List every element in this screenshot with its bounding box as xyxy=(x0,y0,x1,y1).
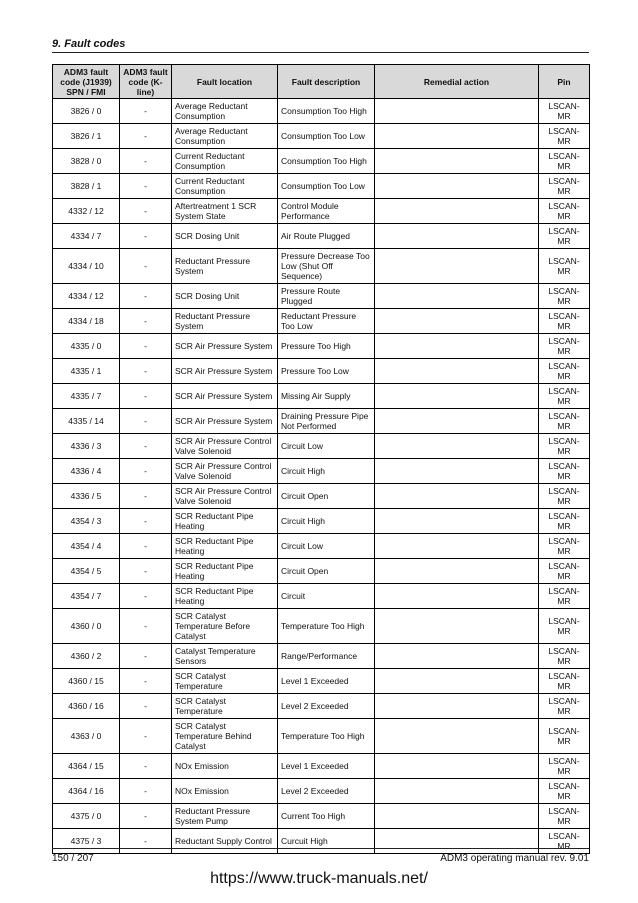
cell-pin: LSCAN-MR xyxy=(539,694,590,719)
cell-fault-description: Level 2 Exceeded xyxy=(278,779,375,804)
cell-kline: - xyxy=(120,584,172,609)
cell-fault-description: Missing Air Supply xyxy=(278,384,375,409)
cell-kline: - xyxy=(120,249,172,284)
table-row xyxy=(53,434,590,459)
cell-remedial-action xyxy=(375,779,539,804)
cell-pin: LSCAN-MR xyxy=(539,459,590,484)
cell-pin: LSCAN-MR xyxy=(539,584,590,609)
cell-spn: 4375 / 0 xyxy=(53,804,120,829)
cell-remedial-action xyxy=(375,509,539,534)
cell-fault-location: SCR Catalyst Temperature xyxy=(172,669,278,694)
cell-fault-description: Temperature Too High xyxy=(278,719,375,754)
cell-pin: LSCAN-MR xyxy=(539,609,590,644)
cell-spn: 3826 / 0 xyxy=(53,99,120,124)
cell-fault-location: Reductant Pressure System xyxy=(172,309,278,334)
column-header-spn: ADM3 fault code (J1939) SPN / FMI xyxy=(53,65,120,99)
cell-pin: LSCAN-MR xyxy=(539,669,590,694)
cell-kline: - xyxy=(120,384,172,409)
table-row xyxy=(53,149,590,174)
cell-pin: LSCAN-MR xyxy=(539,434,590,459)
cell-pin: LSCAN-MR xyxy=(539,779,590,804)
column-header-fault-location: Fault location xyxy=(172,65,278,99)
cell-pin: LSCAN-MR xyxy=(539,509,590,534)
cell-fault-description: Level 1 Exceeded xyxy=(278,754,375,779)
cell-remedial-action xyxy=(375,309,539,334)
cell-pin: LSCAN-MR xyxy=(539,224,590,249)
table-row xyxy=(53,509,590,534)
cell-remedial-action xyxy=(375,224,539,249)
cell-kline: - xyxy=(120,804,172,829)
cell-fault-location: Average Reductant Consumption xyxy=(172,99,278,124)
cell-kline: - xyxy=(120,359,172,384)
cell-kline: - xyxy=(120,174,172,199)
cell-pin: LSCAN-MR xyxy=(539,334,590,359)
cell-remedial-action xyxy=(375,584,539,609)
cell-remedial-action xyxy=(375,669,539,694)
cell-fault-description: Level 1 Exceeded xyxy=(278,669,375,694)
cell-fault-description: Reductant Pressure Too Low xyxy=(278,309,375,334)
cell-pin: LSCAN-MR xyxy=(539,99,590,124)
cell-fault-description: Pressure Too Low xyxy=(278,359,375,384)
cell-fault-location: Average Reductant Consumption xyxy=(172,124,278,149)
cell-remedial-action xyxy=(375,754,539,779)
cell-kline: - xyxy=(120,694,172,719)
cell-pin: LSCAN-MR xyxy=(539,124,590,149)
table-row xyxy=(53,534,590,559)
cell-spn: 4360 / 15 xyxy=(53,669,120,694)
cell-kline: - xyxy=(120,124,172,149)
table-row xyxy=(53,174,590,199)
table-row xyxy=(53,804,590,829)
cell-fault-location: SCR Air Pressure System xyxy=(172,409,278,434)
cell-spn: 4354 / 3 xyxy=(53,509,120,534)
cell-spn: 4334 / 12 xyxy=(53,284,120,309)
table-row xyxy=(53,384,590,409)
cell-spn: 4360 / 0 xyxy=(53,609,120,644)
cell-kline: - xyxy=(120,484,172,509)
cell-remedial-action xyxy=(375,409,539,434)
cell-fault-location: SCR Reductant Pipe Heating xyxy=(172,559,278,584)
cell-fault-location: SCR Air Pressure Control Valve Solenoid xyxy=(172,434,278,459)
cell-remedial-action xyxy=(375,199,539,224)
cell-remedial-action xyxy=(375,804,539,829)
cell-fault-location: SCR Reductant Pipe Heating xyxy=(172,534,278,559)
cell-kline: - xyxy=(120,334,172,359)
cell-spn: 4335 / 1 xyxy=(53,359,120,384)
table-row xyxy=(53,484,590,509)
table-header-row xyxy=(53,65,590,99)
cell-remedial-action xyxy=(375,124,539,149)
page-number: 150 / 207 xyxy=(52,853,94,864)
cell-remedial-action xyxy=(375,694,539,719)
cell-fault-description: Circuit High xyxy=(278,459,375,484)
table-row xyxy=(53,334,590,359)
table-row xyxy=(53,249,590,284)
cell-fault-description: Curcuit High xyxy=(278,829,375,854)
cell-spn: 4336 / 5 xyxy=(53,484,120,509)
cell-remedial-action xyxy=(375,829,539,854)
cell-remedial-action xyxy=(375,284,539,309)
cell-remedial-action xyxy=(375,559,539,584)
cell-spn: 4334 / 18 xyxy=(53,309,120,334)
cell-kline: - xyxy=(120,829,172,854)
fault-code-table xyxy=(52,64,590,854)
cell-fault-description: Range/Performance xyxy=(278,644,375,669)
cell-pin: LSCAN-MR xyxy=(539,804,590,829)
cell-fault-description: Consumption Too High xyxy=(278,149,375,174)
cell-spn: 4335 / 0 xyxy=(53,334,120,359)
cell-pin: LSCAN-MR xyxy=(539,829,590,854)
cell-fault-description: Air Route Plugged xyxy=(278,224,375,249)
column-header-kline: ADM3 fault code (K-line) xyxy=(120,65,172,99)
table-row xyxy=(53,719,590,754)
cell-fault-location: SCR Dosing Unit xyxy=(172,224,278,249)
cell-fault-description: Pressure Too High xyxy=(278,334,375,359)
cell-kline: - xyxy=(120,719,172,754)
cell-kline: - xyxy=(120,669,172,694)
table-row xyxy=(53,694,590,719)
cell-spn: 4364 / 15 xyxy=(53,754,120,779)
cell-spn: 4364 / 16 xyxy=(53,779,120,804)
cell-fault-location: SCR Catalyst Temperature Before Catalyst xyxy=(172,609,278,644)
cell-fault-location: Aftertreatment 1 SCR System State xyxy=(172,199,278,224)
cell-spn: 4375 / 3 xyxy=(53,829,120,854)
table-row xyxy=(53,584,590,609)
table-row xyxy=(53,644,590,669)
cell-spn: 4335 / 7 xyxy=(53,384,120,409)
table-row xyxy=(53,609,590,644)
table-row xyxy=(53,309,590,334)
cell-pin: LSCAN-MR xyxy=(539,384,590,409)
cell-fault-location: Current Reductant Consumption xyxy=(172,149,278,174)
column-header-fault-description: Fault description xyxy=(278,65,375,99)
cell-fault-description: Circuit xyxy=(278,584,375,609)
cell-remedial-action xyxy=(375,174,539,199)
footer-divider xyxy=(52,848,589,849)
cell-kline: - xyxy=(120,284,172,309)
table-row xyxy=(53,559,590,584)
cell-kline: - xyxy=(120,509,172,534)
table-row xyxy=(53,124,590,149)
table-row xyxy=(53,359,590,384)
cell-pin: LSCAN-MR xyxy=(539,534,590,559)
cell-spn: 3828 / 0 xyxy=(53,149,120,174)
cell-pin: LSCAN-MR xyxy=(539,754,590,779)
cell-fault-location: Reductant Supply Control xyxy=(172,829,278,854)
cell-kline: - xyxy=(120,199,172,224)
cell-fault-location: SCR Air Pressure System xyxy=(172,334,278,359)
cell-remedial-action xyxy=(375,149,539,174)
cell-fault-location: SCR Reductant Pipe Heating xyxy=(172,509,278,534)
cell-fault-location: Reductant Pressure System Pump xyxy=(172,804,278,829)
table-row xyxy=(53,669,590,694)
cell-spn: 4354 / 5 xyxy=(53,559,120,584)
cell-fault-location: SCR Air Pressure Control Valve Solenoid xyxy=(172,459,278,484)
table-row xyxy=(53,829,590,854)
cell-spn: 4360 / 16 xyxy=(53,694,120,719)
cell-fault-description: Consumption Too High xyxy=(278,99,375,124)
table-row xyxy=(53,409,590,434)
cell-remedial-action xyxy=(375,484,539,509)
cell-kline: - xyxy=(120,779,172,804)
cell-spn: 4334 / 10 xyxy=(53,249,120,284)
table-row xyxy=(53,99,590,124)
cell-kline: - xyxy=(120,559,172,584)
cell-fault-description: Level 2 Exceeded xyxy=(278,694,375,719)
document-name: ADM3 operating manual rev. 9.01 xyxy=(440,853,589,864)
cell-remedial-action xyxy=(375,359,539,384)
cell-kline: - xyxy=(120,534,172,559)
cell-spn: 4335 / 14 xyxy=(53,409,120,434)
cell-kline: - xyxy=(120,459,172,484)
cell-kline: - xyxy=(120,224,172,249)
cell-fault-location: Reductant Pressure System xyxy=(172,249,278,284)
cell-fault-description: Current Too High xyxy=(278,804,375,829)
cell-fault-location: SCR Reductant Pipe Heating xyxy=(172,584,278,609)
cell-spn: 4332 / 12 xyxy=(53,199,120,224)
cell-spn: 4354 / 4 xyxy=(53,534,120,559)
cell-spn: 4363 / 0 xyxy=(53,719,120,754)
cell-fault-description: Consumption Too Low xyxy=(278,124,375,149)
cell-spn: 4360 / 2 xyxy=(53,644,120,669)
cell-kline: - xyxy=(120,99,172,124)
cell-fault-location: SCR Air Pressure System xyxy=(172,384,278,409)
table-row xyxy=(53,779,590,804)
cell-pin: LSCAN-MR xyxy=(539,559,590,584)
cell-fault-description: Temperature Too High xyxy=(278,609,375,644)
cell-remedial-action xyxy=(375,99,539,124)
cell-spn: 4354 / 7 xyxy=(53,584,120,609)
cell-remedial-action xyxy=(375,334,539,359)
cell-pin: LSCAN-MR xyxy=(539,174,590,199)
header-divider xyxy=(52,52,589,53)
cell-kline: - xyxy=(120,609,172,644)
cell-spn: 3828 / 1 xyxy=(53,174,120,199)
table-row xyxy=(53,224,590,249)
cell-kline: - xyxy=(120,409,172,434)
cell-pin: LSCAN-MR xyxy=(539,249,590,284)
cell-remedial-action xyxy=(375,644,539,669)
cell-kline: - xyxy=(120,754,172,779)
source-url[interactable]: https://www.truck-manuals.net/ xyxy=(210,870,428,887)
column-header-pin: Pin xyxy=(539,65,590,99)
cell-fault-location: SCR Air Pressure System xyxy=(172,359,278,384)
cell-remedial-action xyxy=(375,459,539,484)
cell-fault-location: Current Reductant Consumption xyxy=(172,174,278,199)
table-row xyxy=(53,459,590,484)
cell-pin: LSCAN-MR xyxy=(539,199,590,224)
cell-kline: - xyxy=(120,309,172,334)
table-row xyxy=(53,199,590,224)
cell-pin: LSCAN-MR xyxy=(539,309,590,334)
cell-remedial-action xyxy=(375,609,539,644)
cell-remedial-action xyxy=(375,534,539,559)
cell-pin: LSCAN-MR xyxy=(539,409,590,434)
cell-fault-description: Control Module Performance xyxy=(278,199,375,224)
cell-remedial-action xyxy=(375,719,539,754)
cell-fault-description: Circuit Open xyxy=(278,484,375,509)
cell-fault-description: Circuit Open xyxy=(278,559,375,584)
cell-fault-description: Consumption Too Low xyxy=(278,174,375,199)
cell-spn: 4336 / 4 xyxy=(53,459,120,484)
cell-fault-description: Pressure Route Plugged xyxy=(278,284,375,309)
cell-remedial-action xyxy=(375,384,539,409)
cell-fault-location: SCR Catalyst Temperature Behind Catalyst xyxy=(172,719,278,754)
cell-fault-location: NOx Emission xyxy=(172,754,278,779)
column-header-remedial-action: Remedial action xyxy=(375,65,539,99)
cell-pin: LSCAN-MR xyxy=(539,149,590,174)
cell-spn: 4336 / 3 xyxy=(53,434,120,459)
fault-rows xyxy=(53,99,590,854)
cell-kline: - xyxy=(120,434,172,459)
cell-fault-description: Circuit High xyxy=(278,509,375,534)
cell-fault-location: SCR Dosing Unit xyxy=(172,284,278,309)
cell-fault-description: Circuit Low xyxy=(278,434,375,459)
cell-fault-description: Circuit Low xyxy=(278,534,375,559)
cell-pin: LSCAN-MR xyxy=(539,644,590,669)
cell-spn: 3826 / 1 xyxy=(53,124,120,149)
cell-pin: LSCAN-MR xyxy=(539,719,590,754)
cell-fault-description: Pressure Decrease Too Low (Shut Off Sequence) xyxy=(278,249,375,284)
cell-fault-location: Catalyst Temperature Sensors xyxy=(172,644,278,669)
cell-fault-location: SCR Air Pressure Control Valve Solenoid xyxy=(172,484,278,509)
cell-remedial-action xyxy=(375,434,539,459)
cell-kline: - xyxy=(120,149,172,174)
cell-fault-location: SCR Catalyst Temperature xyxy=(172,694,278,719)
cell-remedial-action xyxy=(375,249,539,284)
cell-pin: LSCAN-MR xyxy=(539,484,590,509)
table-row xyxy=(53,284,590,309)
section-title: 9. Fault codes xyxy=(52,38,126,50)
cell-spn: 4334 / 7 xyxy=(53,224,120,249)
cell-kline: - xyxy=(120,644,172,669)
cell-fault-location: NOx Emission xyxy=(172,779,278,804)
cell-fault-description: Draining Pressure Pipe Not Performed xyxy=(278,409,375,434)
table-row xyxy=(53,754,590,779)
cell-pin: LSCAN-MR xyxy=(539,284,590,309)
cell-pin: LSCAN-MR xyxy=(539,359,590,384)
